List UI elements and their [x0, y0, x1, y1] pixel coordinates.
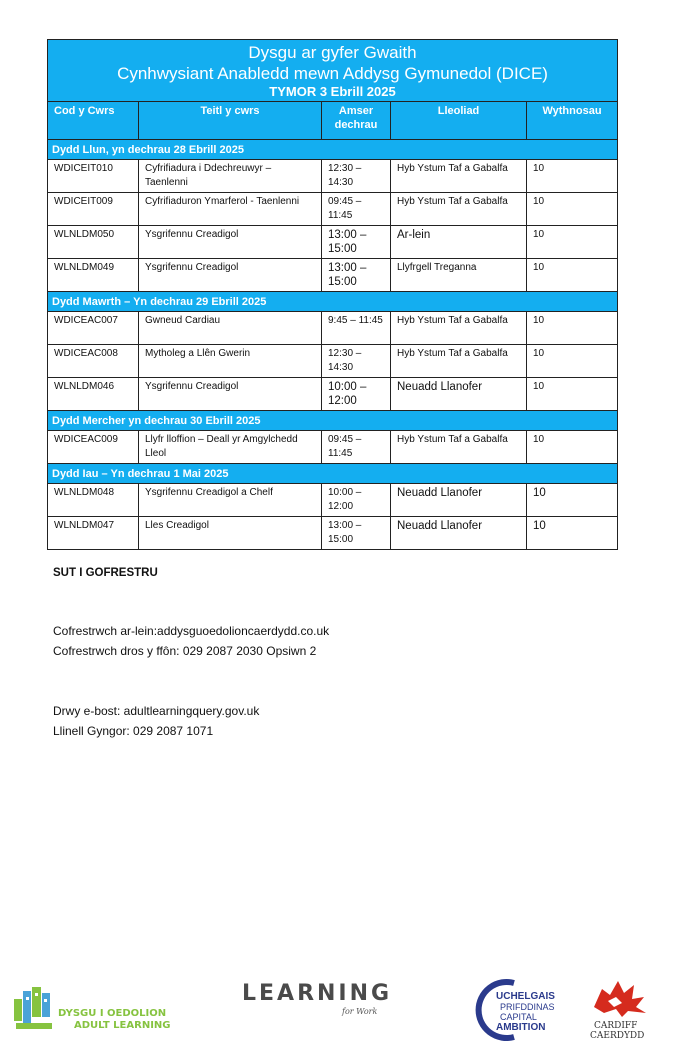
table-row — [48, 378, 618, 411]
weeks: 10 — [527, 484, 618, 517]
location: Neuadd Llanofer — [391, 484, 527, 517]
capital-text-1: UCHELGAIS — [496, 991, 555, 1002]
document-subtitle: Cynhwysiant Anabledd mewn Addysg Gymunedol (DICE) — [117, 64, 548, 83]
learning-wordmark: LEARNING — [242, 981, 393, 1006]
day-row-tuesday — [48, 292, 618, 312]
start-time: 12:30 – 14:30 — [322, 160, 391, 193]
location: Hyb Ystum Taf a Gabalfa — [391, 160, 527, 193]
location: Neuadd Llanofer — [391, 378, 527, 411]
capital-text-2: PRIFDDINAS — [500, 1002, 555, 1012]
table-row — [48, 193, 618, 226]
table-row — [48, 345, 618, 378]
learning-for-work-logo — [242, 981, 407, 1021]
adult-learning-logo — [14, 983, 209, 1033]
course-code: WLNLDM050 — [48, 226, 139, 259]
course-code: WDICEAC009 — [48, 431, 139, 464]
weeks: 10 — [527, 517, 618, 550]
course-schedule-table — [47, 39, 618, 550]
course-title: Ysgrifennu Creadigol — [139, 259, 322, 292]
course-title: Llyfr lloffion – Deall yr Amgylchedd Lleol — [139, 431, 322, 464]
table-row — [48, 517, 618, 550]
day-row-thursday — [48, 464, 618, 484]
course-title: Ysgrifennu Creadigol — [139, 378, 322, 411]
location: Neuadd Llanofer — [391, 517, 527, 550]
start-time: 10:00 – 12:00 — [322, 484, 391, 517]
location: Llyfrgell Treganna — [391, 259, 527, 292]
course-title: Cyfrifiadura i Ddechreuwyr – Taenlenni — [139, 160, 322, 193]
course-title: Gwneud Cardiau — [139, 312, 322, 345]
adult-learning-cy: DYSGU I OEDOLION — [58, 1008, 167, 1019]
course-code: WDICEAC007 — [48, 312, 139, 345]
location: Ar-lein — [391, 226, 527, 259]
table-row — [48, 431, 618, 464]
footer-logos — [0, 975, 687, 1045]
term-label: TYMOR 3 Ebrill 2025 — [269, 84, 396, 99]
start-time: 13:00 – 15:00 — [322, 517, 391, 550]
location: Hyb Ystum Taf a Gabalfa — [391, 193, 527, 226]
council-text-en: CARDIFF — [594, 1021, 638, 1031]
column-header-place: Lleoliad — [391, 102, 527, 140]
weeks: 10 — [527, 431, 618, 464]
table-row — [48, 259, 618, 292]
capital-text-4: AMBITION — [496, 1022, 546, 1033]
day-row-monday — [48, 140, 618, 160]
course-code: WLNLDM047 — [48, 517, 139, 550]
advice-line-text: Llinell Gyngor: 029 2087 1071 — [53, 724, 214, 738]
table-row — [48, 312, 618, 345]
start-time: 09:45 – 11:45 — [322, 431, 391, 464]
course-title: Lles Creadigol — [139, 517, 322, 550]
location: Hyb Ystum Taf a Gabalfa — [391, 312, 527, 345]
start-time: 10:00 – 12:00 — [322, 378, 391, 411]
weeks: 10 — [527, 226, 618, 259]
course-title: Cyfrifiaduron Ymarferol - Taenlenni — [139, 193, 322, 226]
register-online-text[interactable]: Cofrestrwch ar-lein:addysguoedolioncaerdydd.co.uk — [53, 624, 330, 638]
table-row — [48, 160, 618, 193]
course-code: WDICEIT009 — [48, 193, 139, 226]
council-text-cy: CAERDYDD — [590, 1031, 645, 1041]
day-label: Dydd Mercher yn dechrau 30 Ebrill 2025 — [48, 411, 618, 431]
register-phone-text: Cofrestrwch dros y ffôn: 029 2087 2030 Opsiwn 2 — [53, 644, 317, 658]
start-time: 9:45 – 11:45 — [322, 312, 391, 345]
weeks: 10 — [527, 193, 618, 226]
column-header-title: Teitl y cwrs — [139, 102, 322, 140]
column-header-weeks: Wythnosau — [527, 102, 618, 140]
column-header-row — [48, 102, 618, 140]
register-email-text[interactable]: Drwy e-bost: adultlearningquery.gov.uk — [53, 704, 260, 718]
weeks: 10 — [527, 312, 618, 345]
course-code: WLNLDM048 — [48, 484, 139, 517]
weeks: 10 — [527, 345, 618, 378]
day-row-wednesday — [48, 411, 618, 431]
dragon-icon — [588, 977, 652, 1021]
course-code: WDICEIT010 — [48, 160, 139, 193]
day-label: Dydd Iau – Yn dechrau 1 Mai 2025 — [48, 464, 618, 484]
course-code: WLNLDM046 — [48, 378, 139, 411]
course-title: Mytholeg a Llên Gwerin — [139, 345, 322, 378]
weeks: 10 — [527, 378, 618, 411]
course-title: Ysgrifennu Creadigol a Chelf — [139, 484, 322, 517]
course-code: WLNLDM049 — [48, 259, 139, 292]
weeks: 10 — [527, 160, 618, 193]
document-title: Dysgu ar gyfer Gwaith — [248, 43, 417, 62]
location: Hyb Ystum Taf a Gabalfa — [391, 431, 527, 464]
start-time: 13:00 – 15:00 — [322, 259, 391, 292]
day-label: Dydd Mawrth – Yn dechrau 29 Ebrill 2025 — [48, 292, 618, 312]
day-label: Dydd Llun, yn dechrau 28 Ebrill 2025 — [48, 140, 618, 160]
start-time: 13:00 – 15:00 — [322, 226, 391, 259]
column-header-time: Amser dechrau — [322, 102, 391, 140]
start-time: 12:30 – 14:30 — [322, 345, 391, 378]
location: Hyb Ystum Taf a Gabalfa — [391, 345, 527, 378]
adult-learning-en: ADULT LEARNING — [74, 1020, 171, 1031]
course-code: WDICEAC008 — [48, 345, 139, 378]
column-header-code: Cod y Cwrs — [48, 102, 139, 140]
weeks: 10 — [527, 259, 618, 292]
registration-heading: SUT I GOFRESTRU — [53, 567, 158, 579]
table-row — [48, 226, 618, 259]
learning-tagline: for Work — [342, 1007, 378, 1016]
adult-learning-emblem-icon — [14, 985, 58, 1031]
course-title: Ysgrifennu Creadigol — [139, 226, 322, 259]
start-time: 09:45 – 11:45 — [322, 193, 391, 226]
capital-ambition-logo — [474, 977, 566, 1043]
cardiff-council-logo — [586, 977, 656, 1043]
table-row — [48, 484, 618, 517]
capital-text-3: CAPITAL — [500, 1012, 537, 1022]
title-row — [48, 40, 618, 102]
